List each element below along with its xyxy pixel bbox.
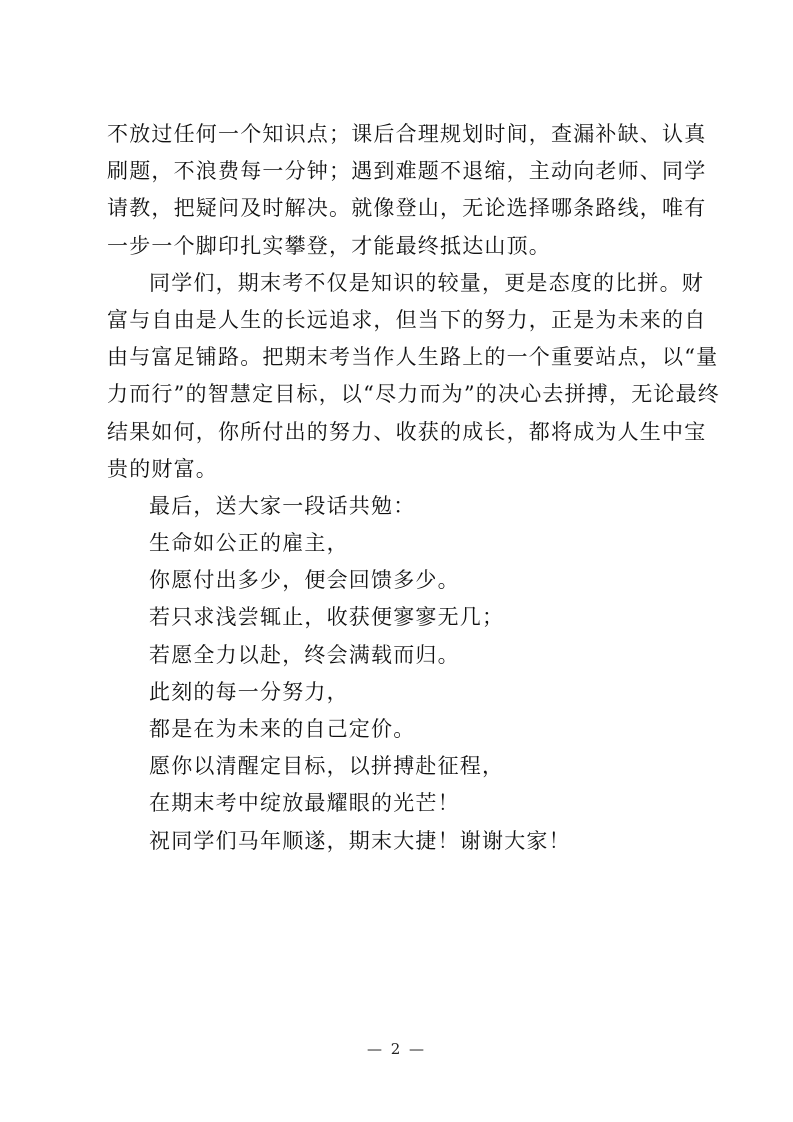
- poem-line: 在期末考中绽放最耀眼的光芒！: [149, 791, 460, 816]
- closing-intro: 最后，送大家一段话共勉：: [149, 493, 416, 518]
- poem-line: 愿你以清醒定目标，以拼搏赴征程，: [149, 754, 505, 779]
- poem-line: 你愿付出多少，便会回馈多少。: [149, 568, 460, 593]
- paragraph-line: 同学们，期末考不仅是知识的较量，更是态度的比拼。财: [149, 270, 704, 295]
- paragraph-line: 不放过任何一个知识点；课后合理规划时间，查漏补缺、认真: [107, 122, 707, 146]
- paragraph-line: 请教，把疑问及时解决。就像登山，无论选择哪条路线，唯有: [107, 196, 707, 221]
- paragraph-line: 力而行”的智慧定目标，以“尽力而为”的决心去拼搏，无论最终: [107, 382, 721, 407]
- paragraph-line: 贵的财富。: [107, 456, 218, 481]
- paragraph-line: 一步一个脚印扎实攀登，才能最终抵达山顶。: [107, 233, 551, 258]
- paragraph-line: 富与自由是人生的长远追求，但当下的努力，正是为未来的自: [107, 307, 707, 332]
- poem-line: 此刻的每一分努力，: [149, 679, 349, 704]
- paragraph-line: 结果如何，你所付出的努力、收获的成长，都将成为人生中宝: [107, 419, 707, 444]
- body-text: [107, 116, 721, 860]
- poem-line: 都是在为未来的自己定价。: [149, 717, 416, 741]
- paragraph-line: 刷题，不浪费每一分钟；遇到难题不退缩，主动向老师、同学: [107, 159, 707, 184]
- page-number: — 2 —: [366, 1040, 427, 1058]
- poem-line: 生命如公正的雇主，: [149, 531, 349, 556]
- farewell-line: 祝同学们马年顺遂，期末大捷！谢谢大家！: [149, 828, 571, 853]
- paragraph-line: 由与富足铺路。把期末考当作人生路上的一个重要站点，以“量: [107, 345, 719, 370]
- poem-line: 若愿全力以赴，终会满载而归。: [149, 642, 460, 667]
- poem-line: 若只求浅尝辄止，收获便寥寥无几；: [149, 605, 505, 630]
